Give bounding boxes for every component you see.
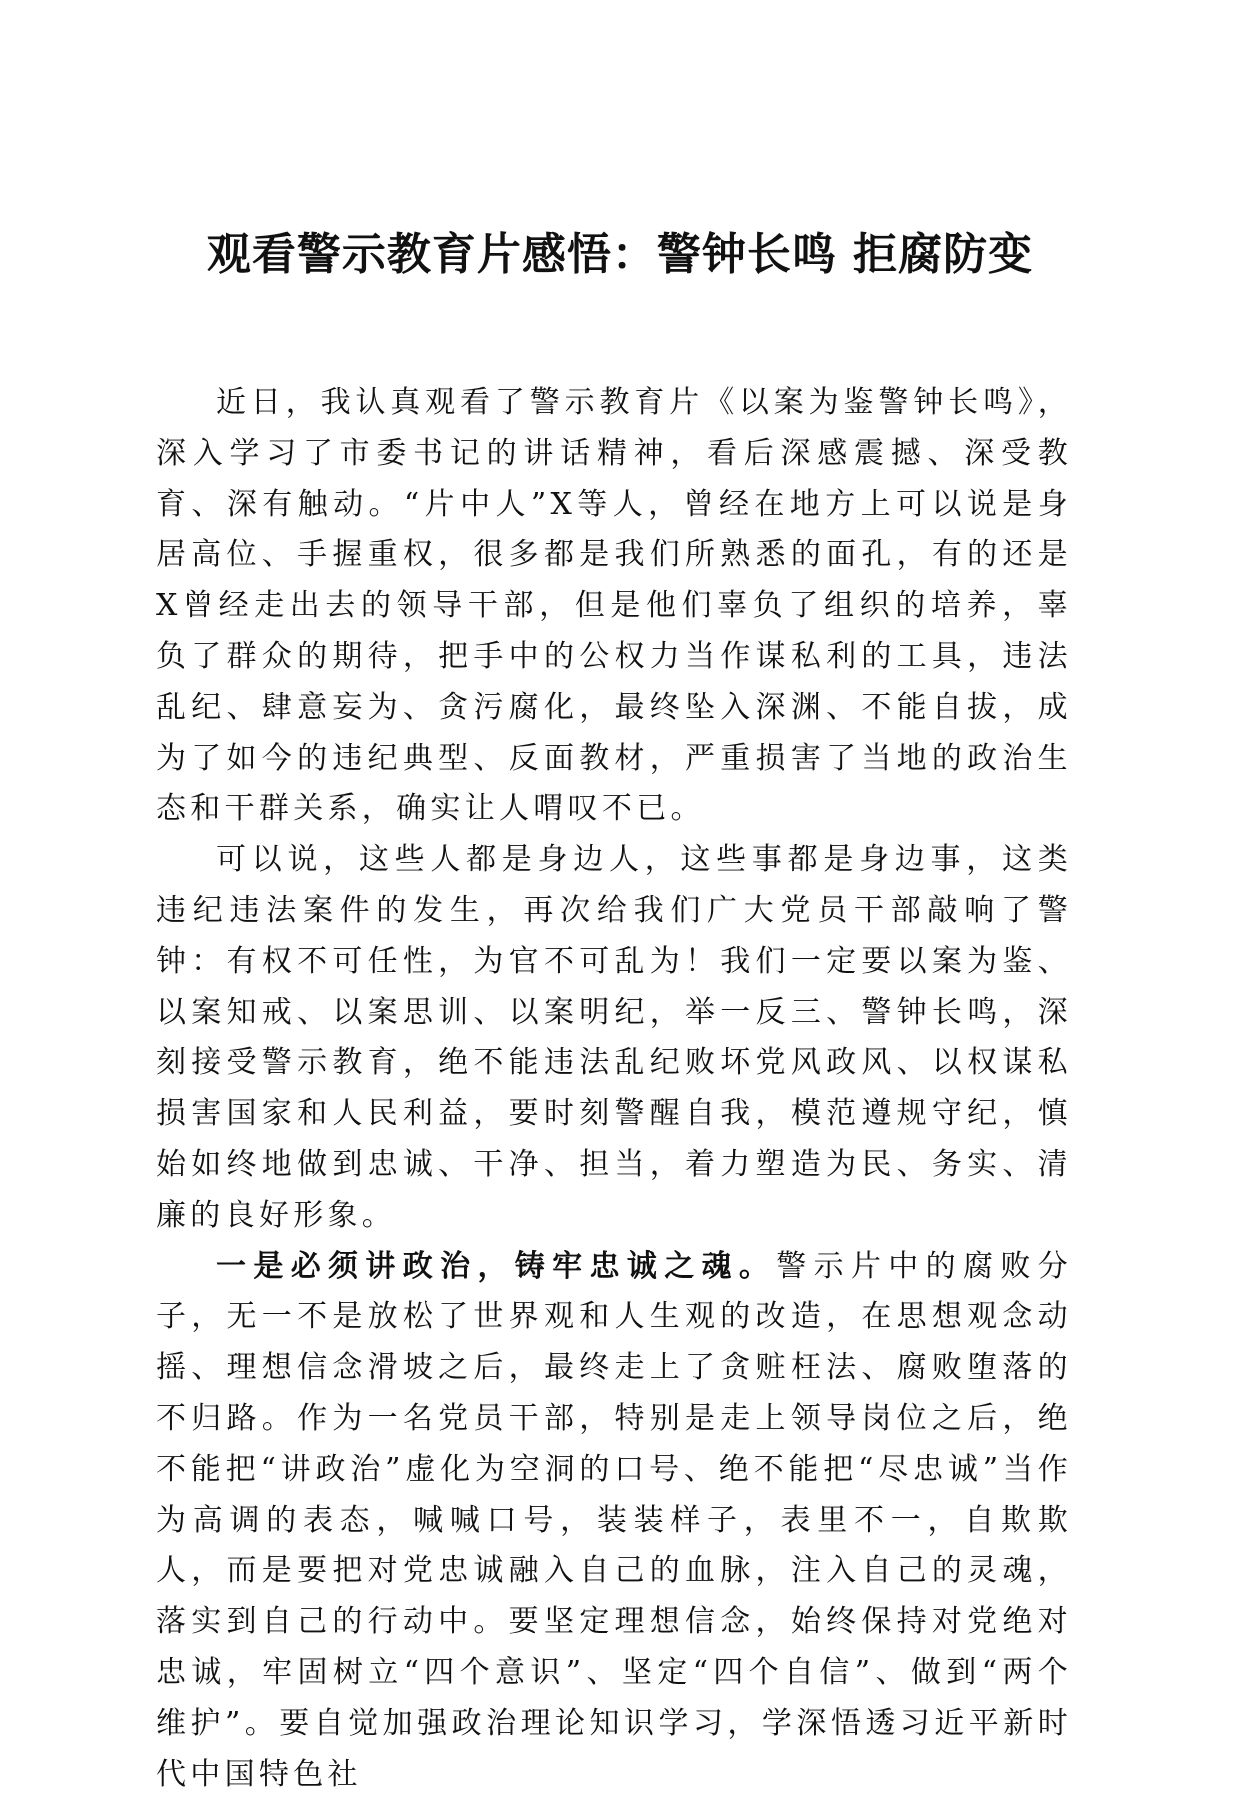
document-title: 观看警示教育片感悟：警钟长鸣 拒腐防变 [206,229,1034,280]
document-body [156,378,1072,1800]
paragraph-text: 警示片中的腐败分子，无一不是放松了世界观和人生观的改造，在思想观念动摇、理想信念滑坡之后，最终走上了贪赃枉法、腐败堕落的不归路。作为一名党员干部，特别是走上领导岗位之后，绝不能把“讲政治”虚化为空洞的口号、绝不能把“尽忠诚”当作为高调的表态，喊喊口号，装装样子，表里不一，自欺欺人，而是要把对党忠诚融入自己的血脉，注入自己的灵魂，落实到自己的行动中。要坚定理想信念，始终保持对党绝对忠诚，牢固树立“四个意识”、坚定“四个自信”、做到“两个维护”。要自觉加强政治理论知识学习，学深悟透习近平新时代中国特色社 [156,1248,1072,1792]
paragraph-intro [156,378,1072,835]
paragraph-text: 可以说，这些人都是身边人，这些事都是身边事，这类违纪违法案件的发生，再次给我们广大党员干部敲响了警钟：有权不可任性，为官不可乱为！我们一定要以案为鉴、以案知戒、以案思训、以案明纪，举一反三、警钟长鸣，深刻接受警示教育，绝不能违法乱纪败坏党风政风、以权谋私损害国家和人民利益，要时刻警醒自我，模范遵规守纪，慎始如终地做到忠诚、干净、担当，着力塑造为民、务实、清廉的良好形象。 [156,842,1072,1233]
paragraph-text: 近日，我认真观看了警示教育片《以案为鉴警钟长鸣》，深入学习了市委书记的讲话精神，看后深感震撼、深受教育、深有触动。“片中人”X等人，曾经在地方上可以说是身居高位、手握重权，很多都是我们所熟悉的面孔，有的还是X曾经走出去的领导干部，但是他们辜负了组织的培养，辜负了群众的期待，把手中的公权力当作谋私利的工具，违法乱纪、肆意妄为、贪污腐化，最终坠入深渊、不能自拔，成为了如今的违纪典型、反面教材，严重损害了当地的政治生态和干群关系，确实让人喟叹不已。 [156,385,1072,827]
paragraph-lead-heading: 一是必须讲政治，铸牢忠诚之魂。 [216,1248,777,1284]
paragraph-point-one [156,1242,1072,1800]
paragraph-warning [156,835,1072,1241]
